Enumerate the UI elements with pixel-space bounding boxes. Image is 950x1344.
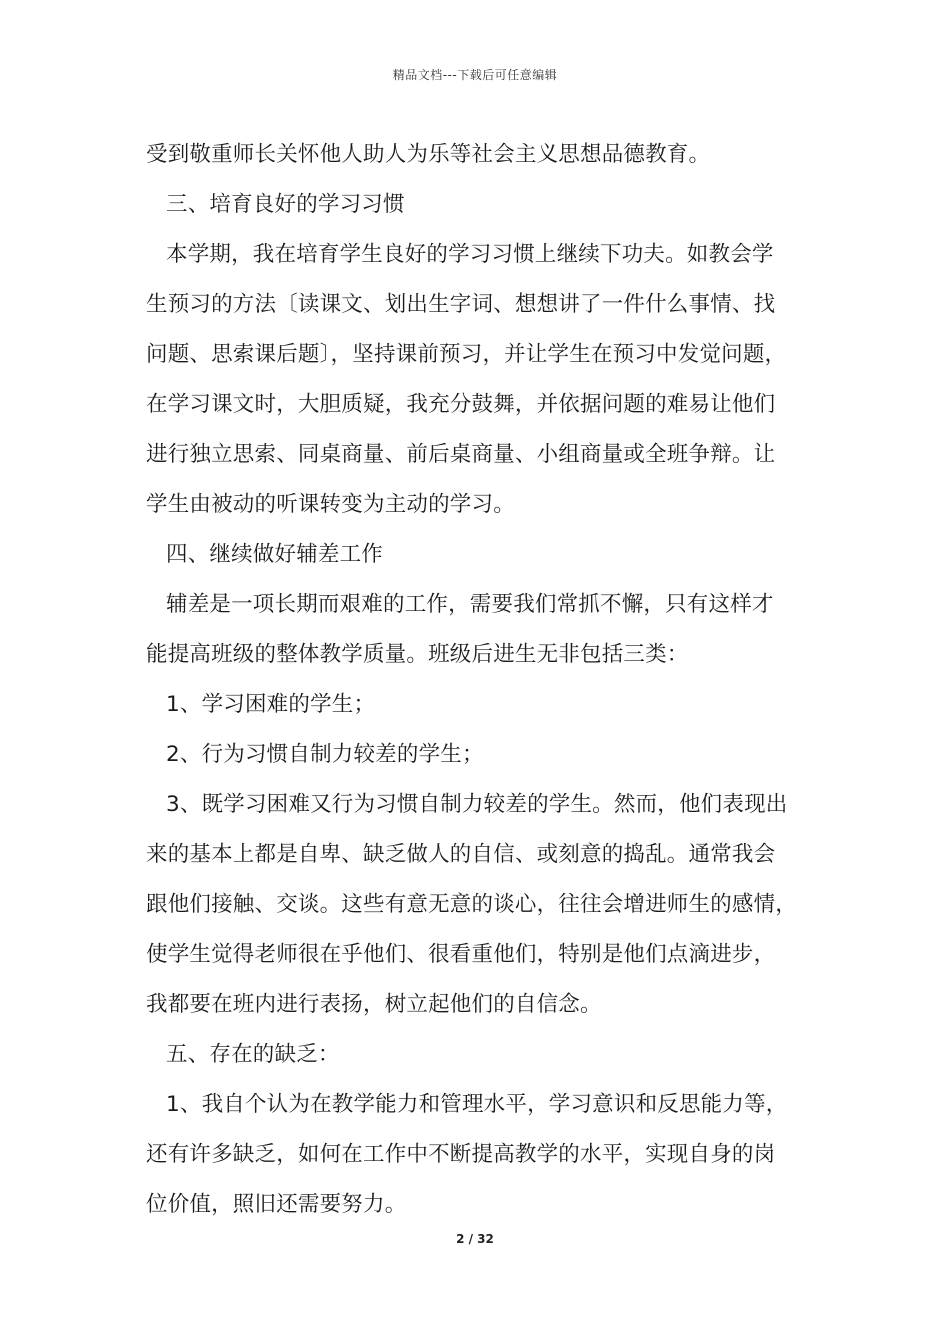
list-item: 1、我自个认为在教学能力和管理水平，学习意识和反思能力等，	[166, 1092, 788, 1117]
paragraph-line: 问题、思索课后题〕，坚持课前预习，并让学生在预习中发觉问题，	[146, 342, 787, 367]
paragraph-line: 使学生觉得老师很在乎他们、很看重他们，特别是他们点滴进步，	[146, 942, 776, 967]
paragraph-line: 能提高班级的整体教学质量。班级后进生无非包括三类：	[146, 642, 689, 667]
paragraph-line: 跟他们接触、交谈。这些有意无意的谈心，往往会增进师生的感情，	[146, 892, 798, 917]
paragraph-line: 学生由被动的听课转变为主动的学习。	[146, 492, 515, 517]
paragraph-line: 位价值，照旧还需要努力。	[146, 1192, 407, 1217]
paragraph-line: 来的基本上都是自卑、缺乏做人的自信、或刻意的捣乱。通常我会	[146, 842, 776, 867]
paragraph-line: 受到敬重师长关怀他人助人为乐等社会主义思想品德教育。	[146, 142, 711, 167]
list-item: 1、学习困难的学生；	[166, 692, 376, 717]
list-item: 2、行为习惯自制力较差的学生；	[166, 742, 484, 767]
page-number: 2 / 32	[456, 1232, 494, 1246]
paragraph-line: 还有许多缺乏，如何在工作中不断提高教学的水平，实现自身的岗	[146, 1142, 776, 1167]
list-item: 3、既学习困难又行为习惯自制力较差的学生。然而，他们表现出	[166, 792, 788, 817]
paragraph-line: 本学期，我在培育学生良好的学习习惯上继续下功夫。如教会学	[166, 242, 774, 267]
paragraph-line: 进行独立思索、同桌商量、前后桌商量、小组商量或全班争辩。让	[146, 442, 776, 467]
section-heading-4: 四、继续做好辅差工作	[166, 542, 384, 567]
document-body	[146, 130, 826, 1230]
page-header: 精品文档---下载后可任意编辑	[392, 68, 558, 82]
paragraph-line: 我都要在班内进行表扬，树立起他们的自信念。	[146, 992, 602, 1017]
paragraph-line: 生预习的方法〔读课文、划出生字词、想想讲了一件什么事情、找	[146, 292, 776, 317]
section-heading-3: 三、培育良好的学习习惯	[166, 192, 405, 217]
section-heading-5: 五、存在的缺乏：	[166, 1042, 340, 1067]
paragraph-line: 在学习课文时，大胆质疑，我充分鼓舞，并依据问题的难易让他们	[146, 392, 776, 417]
paragraph-line: 辅差是一项长期而艰难的工作，需要我们常抓不懈，只有这样才	[166, 592, 774, 617]
